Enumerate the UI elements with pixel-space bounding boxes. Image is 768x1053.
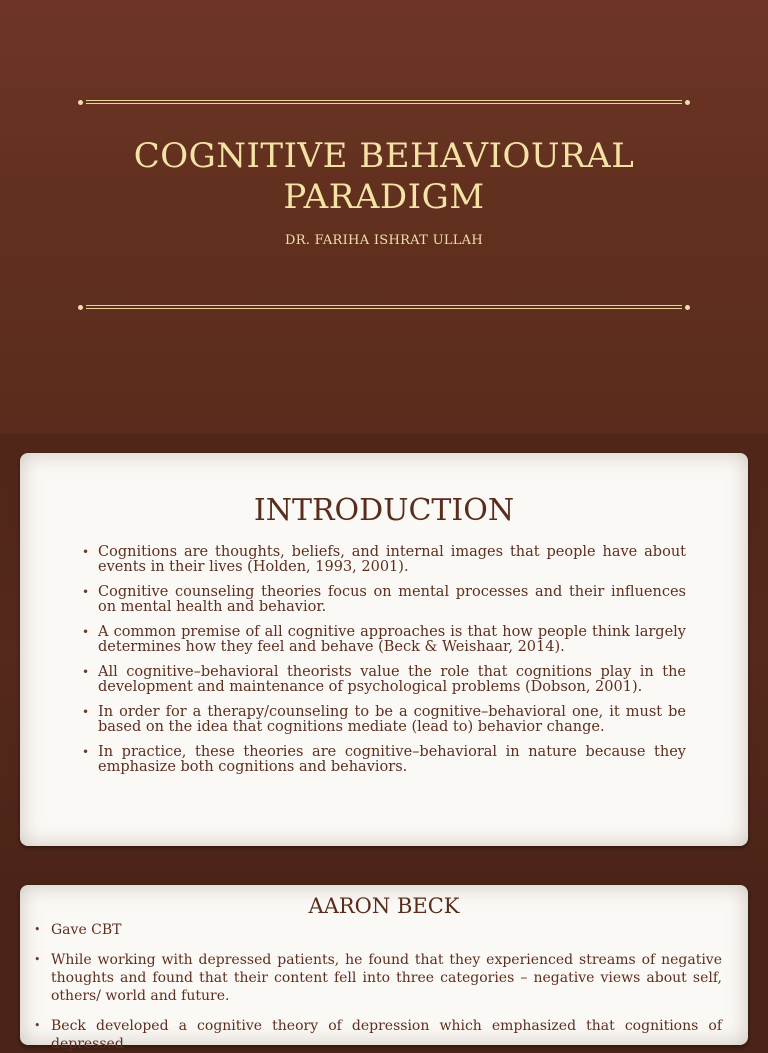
rule-dot xyxy=(685,100,690,105)
rule-dot xyxy=(685,305,690,310)
list-item: • A common premise of all cognitive approaches is that how people think largely determines how they feel and behave (Beck & Weishaar, 2014). xyxy=(82,625,686,654)
aaron-beck-heading: AARON BECK xyxy=(308,894,460,918)
list-item: • Cognitive counseling theories focus on mental processes and their influences on mental health and behavior. xyxy=(82,585,686,614)
rule-line xyxy=(86,100,682,101)
rule-dot xyxy=(78,305,83,310)
list-item: • All cognitive–behavioral theorists value the role that cognitions play in the development and maintenance of psychological problems (Dobson, 2001). xyxy=(82,665,686,694)
rule-dot xyxy=(78,100,83,105)
list-item: • In practice, these theories are cognitive–behavioral in nature because they emphasize both cognitions and behaviors. xyxy=(82,745,686,774)
bottom-decorative-rule xyxy=(78,304,690,310)
rule-line xyxy=(86,305,682,306)
aaron-beck-bullet-list xyxy=(34,921,722,1053)
slide-title-line2: PARADIGM xyxy=(283,177,485,217)
aaron-beck-slide xyxy=(20,885,748,1052)
list-item: • Gave CBT xyxy=(34,921,722,939)
introduction-slide xyxy=(20,453,748,846)
top-decorative-rule xyxy=(78,99,690,105)
rule-line xyxy=(86,308,682,309)
rule-line xyxy=(86,103,682,104)
list-item: • While working with depressed patients, he found that they experienced streams of negative thoughts and found that their content fell into three categories – negative views about self, others/ world and future. xyxy=(34,951,722,1005)
list-item: • Beck developed a cognitive theory of depression which emphasized that cognitions of depressed xyxy=(34,1017,722,1053)
introduction-heading: INTRODUCTION xyxy=(253,493,515,528)
list-item: • In order for a therapy/counseling to be a cognitive–behavioral one, it must be based on the idea that cognitions mediate (lead to) behavior change. xyxy=(82,705,686,734)
slide-title xyxy=(0,136,768,218)
list-item: • Cognitions are thoughts, beliefs, and internal images that people have about events in their lives (Holden, 1993, 2001). xyxy=(82,545,686,574)
slide-author: DR. FARIHA ISHRAT ULLAH xyxy=(284,233,484,248)
introduction-bullet-list xyxy=(82,545,686,774)
slide-title-line1: COGNITIVE BEHAVIOURAL xyxy=(133,136,635,176)
title-slide xyxy=(0,0,768,434)
